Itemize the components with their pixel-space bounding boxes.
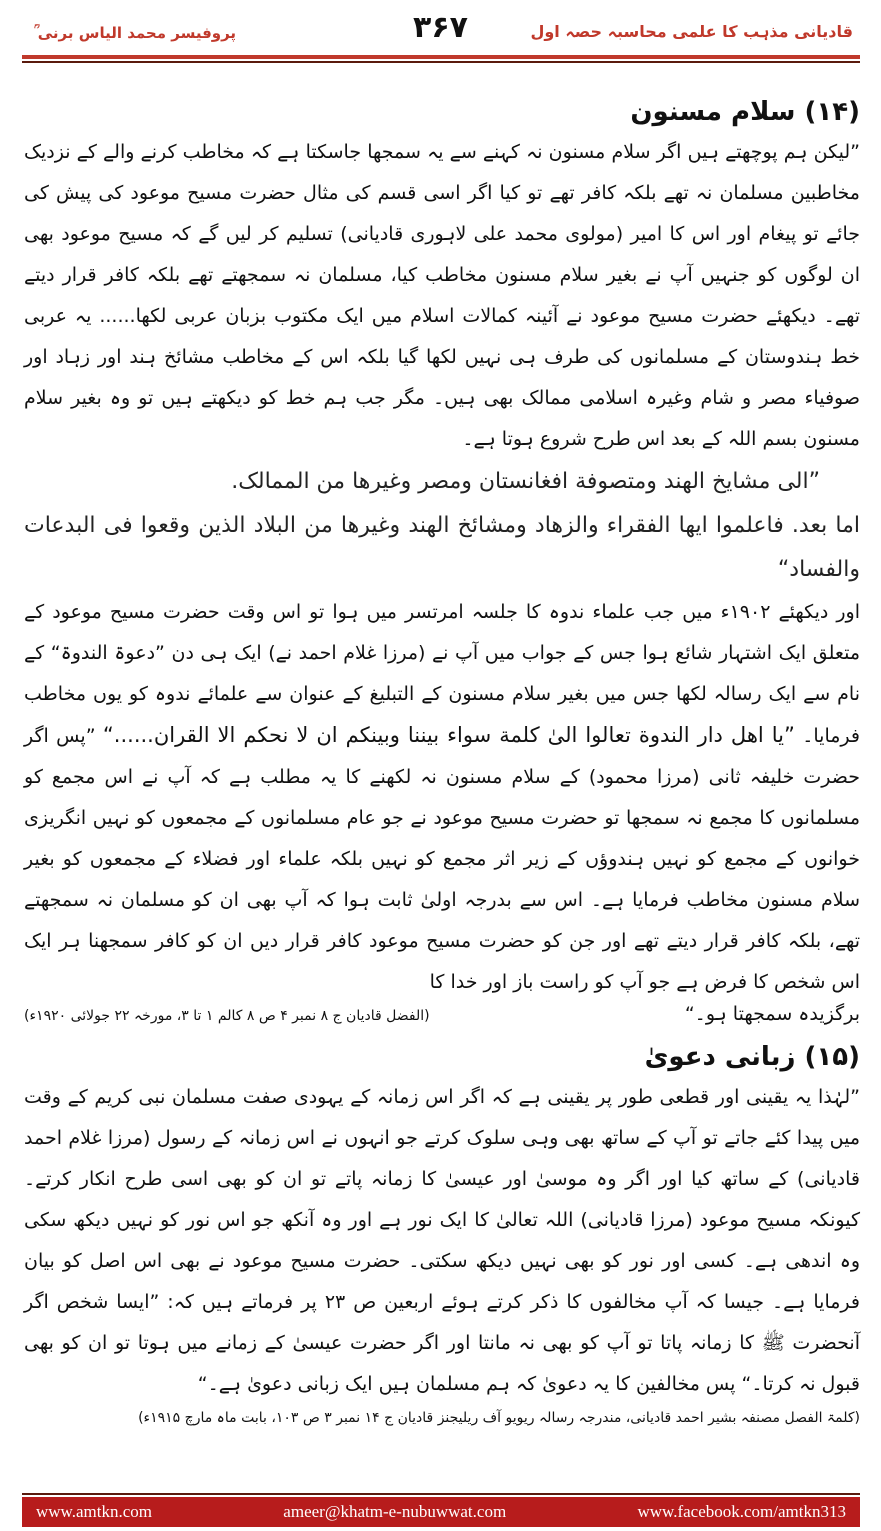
- page-number: ۳۶۷: [413, 10, 468, 45]
- section-14-paragraph-1: ”لیکن ہم پوچھتے ہیں اگر سلام مسنون نہ کہنے سے یہ سمجھا جاسکتا ہے کہ مخاطب کرنے والے کے نزدیک مخاطبین مسلمان نہ تھے بلکہ کافر تھے تو کیا اگر اسی قسم کی مثال حضرت مسیح موعود کی پیش کی جائے تو پیغام اور اس کا امیر (مولوی محمد علی لاہوری قادیانی) تسلیم کر لیں گے کہ مسیح موعود بھی ان لوگوں کو جنہیں آپ نے بغیر سلام مسنون مخاطب کیا، مسلمان نہ سمجھتے تھے بلکہ کافر قرار دیتے تھے۔ دیکھئے حضرت مسیح موعود نے آئینہ کمالات اسلام میں ایک مکتوب بزبان عربی لکھا...... یہ عربی خط ہندوستان کے مسلمانوں کی طرف ہی نہیں لکھا گیا بلکہ اس کے مخاطب مشائخ ہند اور زہاد اور صوفیاء مصر و شام وغیرہ اسلامی ممالک بھی ہیں۔ مگر جب ہم خط کو دیکھتے ہیں تو وہ بغیر سلام مسنون بسم اللہ کے بعد اس طرح شروع ہوتا ہے۔: [24, 141, 860, 450]
- book-title: قادیانی مذہب کا علمی محاسبہ حصہ اول: [530, 22, 853, 41]
- website-link[interactable]: www.amtkn.com: [36, 1502, 152, 1521]
- section-14-ending: [24, 1003, 860, 1025]
- arabic-quote-line-2: اما بعد. فاعلموا ایها الفقراء والزهاد ومشائخ الهند وغیرها من البلاد الذین وقعوا فی البدعات والفساد“: [24, 513, 860, 582]
- paragraph-2-body: ”پس اگر حضرت خلیفہ ثانی (مرزا محمود) کے سلام مسنون نہ لکھنے کا یہ مطلب ہے کہ آپ نے اس مجمع کو مسلمانوں کا مجمع نہ سمجھا تو حضرت مسیح موعود نے جو عام مسلمانوں کے مجمعوں کو نہیں انگریزی خوانوں کے مجمع کو نہیں ہندوؤں کے زیر اثر مجمع کو نہیں بلکہ علماء اور فضلاء کے مجمعوں کو بغیر سلام مسنون مخاطب فرمایا ہے۔ اس سے بدرجہ اولیٰ ثابت ہوا کہ آپ بھی ان کو مسلمان نہ سمجھتے تھے، بلکہ کافر قرار دیتے تھے اور جن کو حضرت مسیح موعود کافر قرار دیں ان کو کافر سمجھنا ہر ایک اس شخص کا فرض ہے جو آپ کو راست باز اور خدا کا: [24, 725, 860, 993]
- page-header: [0, 0, 881, 60]
- facebook-link[interactable]: www.facebook.com/amtkn313: [637, 1502, 846, 1521]
- header-divider-secondary: [22, 61, 860, 63]
- section-14-paragraph-2: [24, 592, 860, 1003]
- arabic-inline-quote: ”یا اهل دار الندوة تعالوا الیٰ کلمة سواء بیننا وبینکم ان لا نحکم الا القران......“: [102, 723, 795, 747]
- section-15-paragraph: ”لہٰذا یہ یقینی اور قطعی طور پر یقینی ہے کہ اگر اس زمانہ کے یہودی صفت مسلمان نبی کریم کے وقت میں پیدا کئے جاتے تو آپ کے ساتھ بھی وہی سلوک کرتے جو انہوں نے اس زمانہ کے رسول (مرزا غلام احمد قادیانی) کے ساتھ کیا اور اگر وہ موسیٰ اور عیسیٰ کا زمانہ پاتے تو ان کو بھی اسی طرح انکار کرتے۔ کیونکہ مسیح موعود (مرزا قادیانی) اللہ تعالیٰ کا ایک نور ہے اور وہ آنکھ جو اس نور کو نہیں دیکھ سکی وہ اندھی ہے۔ کسی اور نور کو بھی نہیں دیکھ سکتی۔ حضرت مسیح موعود نے بھی اس اصل کو بیان فرمایا ہے۔ جیسا کہ آپ مخالفوں کا ذکر کرتے ہوئے اربعین ص ۲۳ پر فرماتے ہیں کہ: ”ایسا شخص اگر آنحضرت ﷺ کا زمانہ پاتا تو آپ کو بھی نہ مانتا اور اگر حضرت عیسیٰ کے زمانے میں ہوتا تو ان کو بھی قبول نہ کرتا۔“ پس مخالفین کا یہ دعویٰ کہ ہم مسلمان ہیں ایک زبانی دعویٰ ہے۔“: [24, 1086, 860, 1395]
- section-14-heading: (۱۴) سلام مسنون: [630, 97, 860, 127]
- section-14-citation: (الفضل قادیان ج ۸ نمبر ۴ ص ۸ کالم ۱ تا ۳، مورخہ ۲۲ جولائی ۱۹۲۰ء): [24, 1008, 430, 1024]
- section-15-heading: (۱۵) زبانی دعویٰ: [644, 1042, 860, 1072]
- arabic-quote-line-1: ”الی مشایخ الهند ومتصوفة افغانستان ومصر وغیرها من الممالک.: [231, 469, 820, 494]
- paragraph-2-tail: برگزیدہ سمجھتا ہو۔“: [684, 1003, 860, 1025]
- footer-divider: [22, 1493, 860, 1495]
- author-name: پروفیسر محمد الیاس برنی ؒ: [34, 24, 237, 42]
- paragraph-2-intro: اور دیکھئے ۱۹۰۲ء میں جب علماء ندوہ کا جلسہ امرتسر میں ہوا تو اس وقت حضرت مسیح موعود کے متعلق ایک اشتہار شائع ہوا جس کے جواب میں آپ نے (مرزا غلام احمد نے) ایک ہی دن ”دعوۃ الندوۃ“ کے نام سے ایک رسالہ لکھا جس میں بغیر سلام مسنون کے التبلیغ کے عنوان سے علمائے ندوہ کو یوں مخاطب فرمایا۔: [24, 601, 860, 747]
- email-link[interactable]: ameer@khatm-e-nubuwwat.com: [283, 1502, 507, 1521]
- page-body: [24, 92, 860, 1431]
- section-15-citation: (کلمۃ الفصل مصنفہ بشیر احمد قادیانی، مندرجہ رسالہ ریویو آف ریلیجنز قادیان ج ۱۴ نمبر ۳ ص ۱۰۳، بابت ماہ مارچ ۱۹۱۵ء): [138, 1410, 860, 1426]
- page-footer: [22, 1497, 860, 1527]
- header-divider: [22, 55, 860, 59]
